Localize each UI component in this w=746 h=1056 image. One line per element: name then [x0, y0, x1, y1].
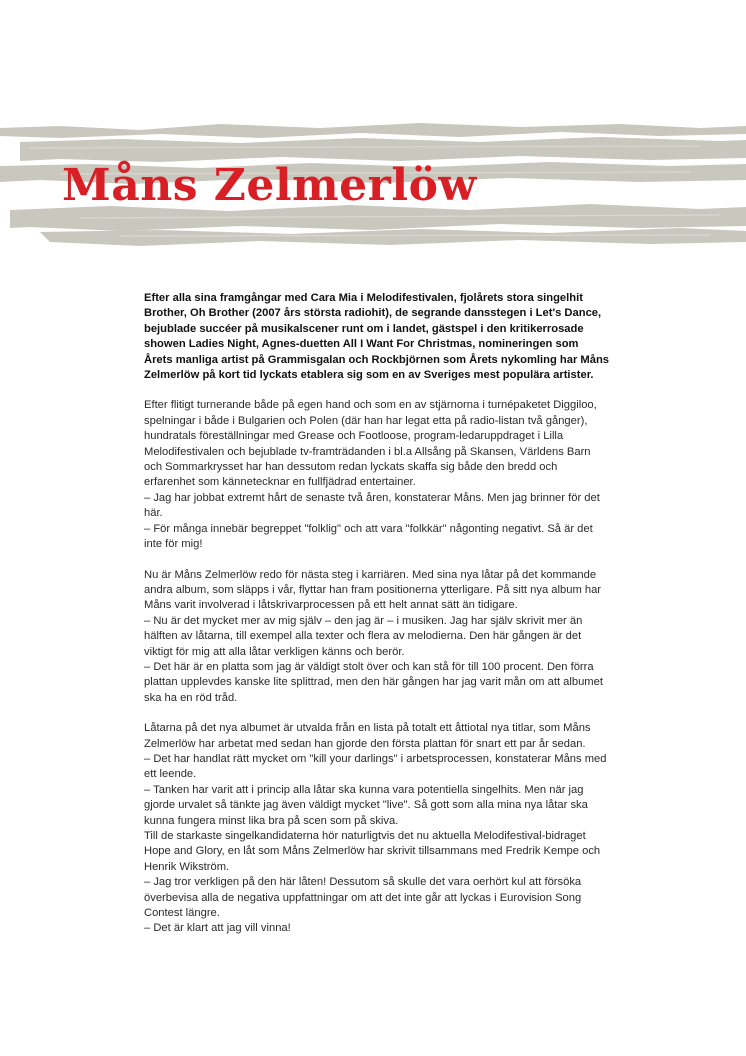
paragraph-line: – Jag har jobbat extremt hårt de senaste två åren, konstaterar Måns. Men jag brinner för det här. — [144, 491, 600, 520]
paragraph-line: – Det har handlat rätt mycket om "kill your darlings" i arbetsprocessen, konstaterar Måns med ett leende. — [144, 752, 607, 781]
article-paragraph — [144, 398, 610, 552]
article-paragraph — [144, 721, 610, 937]
paragraph-line: – Det är klart att jag vill vinna! — [144, 922, 291, 935]
paragraph-line: – Nu är det mycket mer av mig själv – den jag är – i musiken. Jag har själv skrivit mer än hälften av låtarna, till exempel alla texter och flera av melodierna. Den här gången är det viktigt för mig att alla låtar verkligen känns och berör. — [144, 614, 583, 658]
paragraph-line: Låtarna på det nya albumet är utvalda från en lista på totalt ett åttiotal nya titlar, som Måns Zelmerlöw har arbetat med sedan han gjorde den första plattan för snart ett par år sedan. — [144, 722, 591, 750]
intro-paragraph: Efter alla sina framgångar med Cara Mia i Melodifestivalen, fjolårets stora singelhit Brother, Oh Brother (2007 års största radiohit), de segrande dansstegen i Let's Dance, bejublade succéer på musikalscener runt om i landet, gästspel i den kritikerrosade showen Ladies Night, Agnes-duetten All I Want For Christmas, nomineringen som Årets manliga artist på Grammisgalan och Rockbjörnen som Årets nykomling har Måns Zelmerlöw på kort tid lyckats etablera sig som en av Sveriges mest populära artister. — [144, 292, 610, 382]
paragraph-line: – Jag tror verkligen på den här låten! Dessutom så skulle det vara oerhört kul att försöka överbevisa alla de negativa uppfattningar om att det inte går att lyckas i Eurovision Song Contest längre. — [144, 876, 582, 920]
paragraph-line: – För många innebär begreppet "folklig" och att vara "folkkär" någonting negativt. Så är det inte för mig! — [144, 522, 593, 551]
paragraph-line: Till de starkaste singelkandidaterna hör naturligtvis det nu aktuella Melodifestival-bidraget Hope and Glory, en låt som Måns Zelmerlöw har skrivit tillsammans med Fredrik Kempe och Henrik Wikström. — [144, 830, 601, 873]
paragraph-line: – Det här är en platta som jag är väldigt stolt över och kan stå för till 100 procent. Den förra plattan upplevdes kanske lite splittrad, men den här gången har jag varit mån om att albumet ska ha en röd tråd. — [144, 660, 603, 704]
paragraph-line: Nu är Måns Zelmerlöw redo för nästa steg i karriären. Med sina nya låtar på det kommande andra album, som släpps i vår, flyttar han fram positionerna ytterligare. På sitt nya album har Måns varit involverad i låtskrivarprocessen på ett helt annat sätt än tidigare. — [144, 568, 602, 612]
paragraph-line: Efter flitigt turnerande både på egen hand och som en av stjärnorna i turnépaketet Diggiloo, spelningar i både i Bulgarien och Polen (där han har legat etta på radio-listan två gånger), hundratals föreställningar med Grease och Footloose, program-ledaruppdraget i Lilla Melodifestivalen och bejublade tv-framträdanden i bl.a Allsång på Skansen, Världens Barn och Sommarkrysset har han dessutom redan lyckats skaffa sig både den bredd och erfarenhet som kännetecknar en fullfjädrad entertainer. — [144, 399, 597, 489]
article-paragraphs — [144, 398, 610, 936]
page-title: Måns Zelmerlöw — [62, 160, 477, 211]
article-body — [144, 291, 610, 952]
paragraph-line: – Tanken har varit att i princip alla låtar ska kunna vara potentiella singelhits. Men när jag gjorde urvalet så tänkte jag även väldigt mycket "live". Så gott som alla mina nya låtar ska kunna fungera minst lika bra på scen som på skiva. — [144, 783, 588, 827]
article-paragraph — [144, 568, 610, 707]
